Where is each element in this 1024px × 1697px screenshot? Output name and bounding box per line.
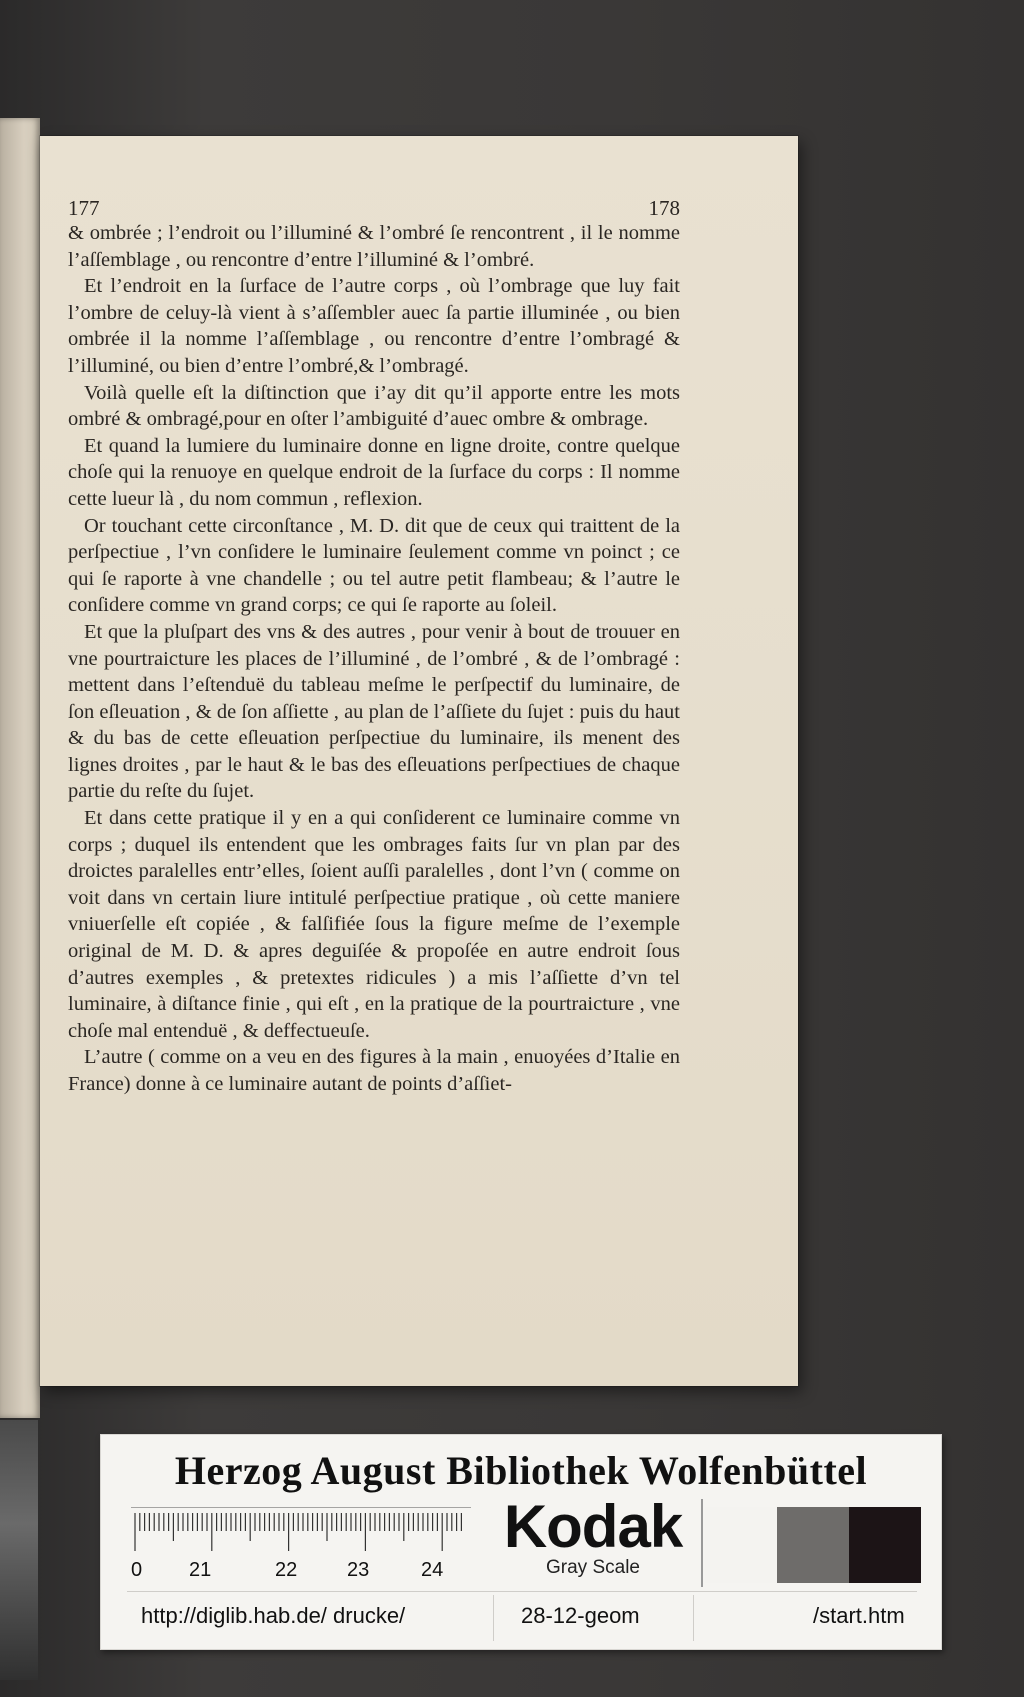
library-title: Herzog August Bibliothek Wolfenbüttel [174,1448,868,1493]
gray-patch-dark [849,1507,921,1583]
paragraph-1: & ombrée ; l’endroit ou l’illuminé & l’ombré ſe rencontrent , il le nomme l’aſſemblage , ou rencontre d’entre l’illuminé & l’ombré. [68,222,680,271]
ruler-label: 0 [131,1559,143,1581]
url-middle: 28-12-geom [521,1603,640,1628]
paragraph-7: Et dans cette pratique il y en a qui conſiderent ce luminaire comme vn corps ; duquel ils entendent que les ombrages faits ſur vn plan par des droictes paralelles entr’elles, ſoient auſſi paralelles , dont l’vn ( comme on voit dans vn certain liure intitulé perſpectiue pratique , où cette maniere vniuerſelle eſt copiée , & falſifiée ſous la figure meſme de l’exemple original de M. D. & apres deguiſée & propoſée en autre endroit ſous d’autres exemples , & pretextes ridicules ) a mis l’aſſiette d’vn tel luminaire, à diſtance finie , qui eſt , en la pratique de la pourtraicture , vne choſe mal entenduë , & deffectueuſe. [68,807,680,1042]
folio-row [68,196,680,220]
gray-scale-label: Gray Scale [546,1557,640,1578]
kodak-logo: Kodak [503,1493,683,1560]
ruler-label: 21 [189,1559,212,1581]
url-left: http://diglib.hab.de/ drucke/ [141,1603,406,1628]
ruler-label: 23 [347,1559,370,1581]
paragraph-2: Et l’endroit en la ſurface de l’autre corps , où l’ombrage que luy fait l’ombre de celuy-là vient à s’aſſembler auec ſa partie illuminée , ou bien ombrée il la nomme l’aſſemblage , ou rencontre d’entre l’ombragé & l’illuminé, ou bien d’entre l’ombré,& l’ombragé. [68,275,680,377]
page-text-block [68,196,680,1098]
color-target-card [100,1434,942,1650]
url-separator [493,1595,494,1641]
url-separator [693,1595,694,1641]
ruler-label: 24 [421,1559,444,1581]
facing-page-edge [0,118,40,1418]
url-right: /start.htm [813,1603,905,1628]
paragraph-5: Or touchant cette circonſtance , M. D. dit que de ceux qui traittent de la perſpectiue , l’vn conſidere le luminaire ſeulement comme vn poinct ; ce qui ſe raporte à vne chandelle ; ou tel autre petit flambeau; & l’autre le conſidere comme vn grand corps; ce qui ſe raporte au ſoleil. [68,514,680,617]
paragraph-8: L’autre ( comme on a veu en des figures à la main , enuoyées d’Italie en France) donne à ce luminaire autant de points d’aſſiet- [68,1046,680,1095]
scale-ruler [131,1507,471,1551]
paragraph-4: Et quand la lumiere du luminaire donne en ligne droite, contre quelque choſe qui la renuoye en quelque endroit de la ſurface du corps : Il nomme cette lueur là , du nom commun , reflexion. [68,434,680,510]
book-spine-edge [0,1420,38,1680]
paragraph-3: Voilà quelle eſt la diſtinction que i’ay dit qu’il apporte entre les mots ombré & ombragé,pour en oſter l’ambiguité d’auec ombre & ombrage. [68,381,680,431]
ruler-labels [131,1559,511,1585]
folio-left: 177 [68,196,100,220]
gray-patch-light [705,1507,777,1583]
card-divider [127,1591,917,1592]
gray-patches [701,1499,923,1587]
gray-patch-mid [777,1507,849,1583]
folio-right: 178 [648,196,680,220]
paragraph-6: Et que la pluſpart des vns & des autres , pour venir à bout de trouuer en vne pourtraicture les places de l’illuminé , de l’ombré , & de l’ombragé : mettent dans l’eſtenduë du tableau meſme le perſpectif du luminaire, de ſon eſleuation , & de ſon aſſiette , au plan de l’aſſiete du ſujet : puis du haut & du bas de cette eſleuation perſpectiue du luminaire, ils menent des lignes droites , par le haut & le bas des eſleuations perſpectiues de chaque partie du reſte du ſujet. [68,620,680,803]
ruler-label: 22 [275,1559,298,1581]
